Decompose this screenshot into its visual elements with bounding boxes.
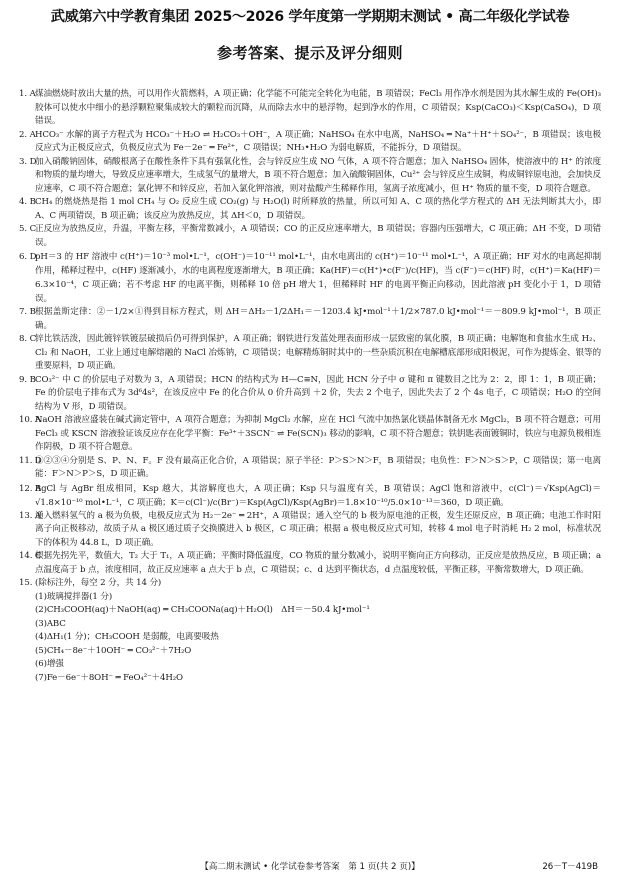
answer-number: 13. A <box>19 510 42 521</box>
answer-item <box>19 129 601 156</box>
answer-number: 15. <box>19 578 33 588</box>
exam-title: 武威第六中学教育集团 2025～2026 学年度第一学期期末测试 • 高二年级化学试卷 <box>50 9 570 25</box>
answer-item <box>19 333 601 374</box>
answer-item <box>19 156 601 197</box>
q15-line: (1)玻璃搅拌器(1 分) <box>35 591 113 602</box>
answer-number: 4. B <box>19 197 36 207</box>
q15-line: (4)ΔH₁(1 分)；CH₃COOH 是弱酸，电离要吸热 <box>35 632 219 642</box>
answer-item <box>19 196 601 223</box>
answer-item <box>19 250 601 306</box>
answer-text: 加入硝酸钠固体，硝酸根离子在酸性条件下具有强氧化性，会与锌反应生成 NO 气体，A 项不符合题意；加入 NaHSO₄ 固体，使溶液中的 H⁺ 的浓度和物质的量均增大，导致反应速率增大，生成氢气的量增大，B 项不符合题意；加入硫酸铜固体，Cu²⁺ 会与锌反应生成铜，构成铜锌原电池，会加快反应速率，C 项不符合题意；氯化钾不和锌反应，若加入氯化钾溶液，则对盐酸产生稀释作用，氢离子浓度减小，但 H⁺ 物质的量不变，D 项符合题意。 <box>35 156 601 194</box>
answer-text: pH＝3 的 HF 溶液中 c(H⁺)＝10⁻³ mol•L⁻¹，c(OH⁻)＝10⁻¹¹ mol•L⁻¹，由水电离出的 c(H⁺)＝10⁻¹¹ mol•L⁻¹，A 项正确；HF 对水的电离起抑制作用，稀释过程中，c(HF) 逐渐减小，水的电离程度逐渐增大，B 项正确；Ka(HF)＝c(H⁺)•c(F⁻)/c(HF)，当 c(F⁻)＝c(HF) 时，c(H⁺)＝Ka(HF)＝6.3×10⁻⁴，C 项正确；若不考虑 HF 的电离平衡，则稀释 10 倍 pH 增大 1，但稀释时 HF 的电离平衡正向移动，因此溶液 pH 变化小于 1，D 项错误。 <box>35 252 601 304</box>
answer-number: 2. A <box>19 129 36 140</box>
q15-line: (7)Fe－6e⁻＋8OH⁻ ═ FeO₄²⁻＋4H₂O <box>35 672 183 683</box>
answer-subtitle: 参考答案、提示及评分细则 <box>216 44 403 62</box>
answer-number: 12. B <box>19 483 42 494</box>
answer-text: HCO₃⁻ 水解的离子方程式为 HCO₃⁻＋H₂O ⇌ H₂CO₃＋OH⁻，A 项正确；NaHSO₄ 在水中电离，NaHSO₄ ═ Na⁺＋H⁺＋SO₄²⁻，B 项错误；该电极反应式为正极反应式，负极反应式为 Fe－2e⁻ ═ Fe²⁺，C 项错误；NH₃•H₂O 为弱电解质，不能拆分，D 项错误。 <box>35 129 601 153</box>
answer-text: CH₄ 的燃烧热是指 1 mol CH₄ 与 O₂ 反应生成 CO₂(g) 与 H₂O(l) 时所释放的热量，所以可知 A、C 项的热化学方程式的 ΔH 无法判断其大小，即 A、C 两项错误，B 项正确；该反应为放热反应，其 ΔH＜0，D 项错误。 <box>35 197 601 221</box>
answer-number: 1. A <box>19 89 36 99</box>
answer-item <box>19 88 601 129</box>
answer-text: 根据先拐先平，数值大，T₂ 大于 T₁，A 项正确；平衡时降低温度，CO 物质的量分数减小，说明平衡向正方向移动，正反应是放热反应，B 项正确；a 点温度高于 b 点，浓度相同，故正反应速率 a 点大于 b 点，C 项错误；c、d 达到平衡状态，d 点温度较低，平衡正移，平衡常数增大，D 项正确。 <box>35 551 601 575</box>
answer-number: 8. C <box>19 334 37 344</box>
answer-text: 正反应为放热反应，升温，平衡左移，平衡常数减小，A 项错误；CO 的正反应速率增大，B 项错误；容器内压强增大，C 项正确；ΔH 不变，D 项错误。 <box>35 224 601 248</box>
q15-line: (3)ABC <box>35 618 66 629</box>
answer-text: ①②③④分别是 S、P、N、F。F 没有最高正化合价，A 项错误；原子半径：P＞S＞N＞F，B 项错误；电负性：F＞N＞S＞P，C 项错误；第一电离能：F＞N＞P＞S，D 项正确。 <box>35 455 601 479</box>
answer-number: 9. B <box>19 374 36 385</box>
answer-number: 5. C <box>19 224 37 234</box>
answer-number: 3. D <box>19 156 37 167</box>
answer-number: 10. A <box>19 415 42 425</box>
answer-number: 6. D <box>19 252 37 262</box>
answer-text: (除标注外，每空 2 分，共 14 分) <box>35 578 162 588</box>
answer-text: CO₃²⁻ 中 C 的价层电子对数为 3，A 项错误；HCN 的结构式为 H—C≡N，因此 HCN 分子中 σ 键和 π 键数目之比为 2：2，即 1：1，B 项正确；Fe 的价层电子排布式为 3d⁶4s²，在该反应中 Fe 的化合价从 0 价升高到 ＋2 价，失去 2 个电子，因此失去了 2 个 4s 电子，C 项错误；H₂O 的空间结构为 V 形，D 项错误。 <box>35 374 601 412</box>
answer-item <box>19 482 601 510</box>
answer-number: 7. B <box>19 307 36 317</box>
answer-text: 锌比铁活泼，因此镀锌铁镀层破损后仍可得到保护，A 项正确；钢铁进行发蓝处理表面形成一层致密的氧化膜，B 项正确；电解饱和食盐水生成 H₂、Cl₂ 和 NaOH，工业上通过电解熔融的 NaCl 冶炼钠，C 项错误；电解精炼铜时其中的一些杂质沉积在电解槽底部形成阳极泥，可作为提炼金、银等的重要原料，D 项正确。 <box>35 334 601 371</box>
answer-number: 14. C <box>19 551 42 561</box>
answer-text: 根据盖斯定律：②－1/2×①得到目标方程式，则 ΔH＝ΔH₂－1/2ΔH₁＝－1203.4 kJ•mol⁻¹＋1/2×787.0 kJ•mol⁻¹＝－809.9 kJ•mol⁻¹，B 项正确。 <box>35 307 601 331</box>
footer-page-info: 【高二期末测试 • 化学试卷参考答案 第 1 页(共 2 页)】 <box>200 862 420 872</box>
answer-text: AgCl 与 AgBr 组成相同，Ksp 越大，其溶解度也大，A 项正确；Ksp 只与温度有关，B 项错误；AgCl 饱和溶液中，c(Cl⁻)＝√Ksp(AgCl)＝√1.8×10⁻¹⁰ mol•L⁻¹，C 项正确；K＝c(Cl⁻)/c(Br⁻)＝Ksp(AgCl)/Ksp(AgBr)＝1.8×10⁻¹⁰/5.0×10⁻¹³＝360，D 项正确。 <box>35 483 601 508</box>
answer-number: 11. D <box>19 455 42 466</box>
answer-item <box>19 306 601 333</box>
answer-item <box>19 455 601 482</box>
answer-text: NaOH 溶液应盛装在碱式滴定管中，A 项符合题意；为抑制 MgCl₂ 水解，应在 HCl 气流中加热氯化镁晶体制备无水 MgCl₂，B 项不符合题意；可用 FeCl₃ 或 KSCN 溶液验证该反应存在化学平衡：Fe³⁺＋3SCN⁻ ⇌ Fe(SCN)₃ 移动的影响，C 项不符合题意；铁钥匙表面镀铜时，铁应与电源负极相连作阴极，D 项不符合题意。 <box>35 415 601 452</box>
answer-item <box>19 223 601 250</box>
answer-item <box>19 577 601 591</box>
answer-item <box>19 510 601 551</box>
answer-item <box>19 374 601 415</box>
footer-paper-code: 26－T－419B <box>542 862 598 872</box>
answer-text: 通入燃料氢气的 a 极为负极，电极反应式为 H₂－2e⁻ ═ 2H⁺，A 项错误；通入空气的 b 极为原电池的正极，发生还原反应，B 项正确；电池工作时阳离子向正极移动，故质子从 a 极区通过质子交换膜进入 b 极区，C 项正确；根据 a 极电极反应式可知，转移 4 mol 电子时消耗 H₂ 2 mol，标准状况下的体积为 44.8 L，D 项正确。 <box>35 510 601 548</box>
answer-item <box>19 414 601 455</box>
q15-line: (5)CH₄－8e⁻＋10OH⁻ ═ CO₃²⁻＋7H₂O <box>35 645 192 656</box>
q15-line: (2)CH₃COOH(aq)＋NaOH(aq) ═ CH₃COONa(aq)＋H₂O(l) ΔH＝－50.4 kJ•mol⁻¹ <box>35 605 370 615</box>
q15-line: (6)增强 <box>35 659 64 669</box>
answer-item <box>19 550 601 577</box>
answers-body <box>19 88 601 685</box>
answer-text: 煤油燃烧时放出大量的热，可以用作火箭燃料，A 项正确；化学能不可能完全转化为电能，B 项错误；FeCl₃ 用作净水剂是因为其水解生成的 Fe(OH)₃ 胶体可以使水中细小的悬浮颗粒聚集成较大的颗粒而沉降，从而除去水中的悬浮物，起到净水的作用，C 项错误；Ksp(CaCO₃)＜Ksp(CaSO₄)，D 项错误。 <box>35 89 601 126</box>
